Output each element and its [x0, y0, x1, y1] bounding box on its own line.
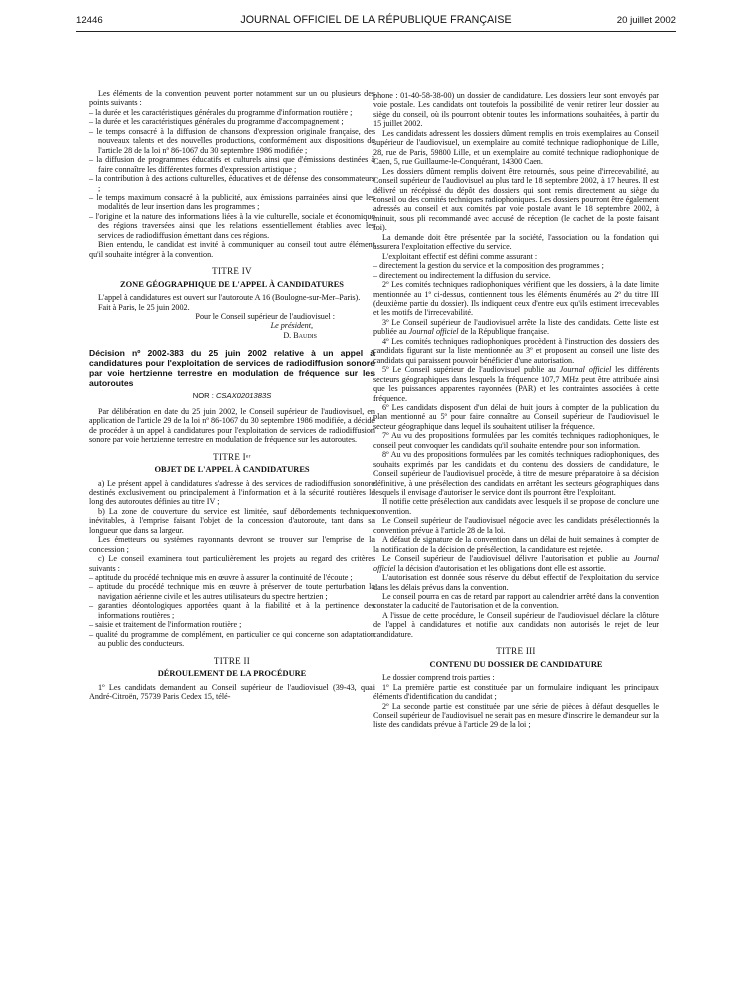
signature-role: Le président, — [270, 321, 313, 331]
journal-officiel-ref: Journal officiel — [559, 365, 612, 375]
nor-code: CSAX0201383S — [215, 391, 272, 401]
paragraph: 6º Les candidats disposent d'un délai de huit jours à compter de la publication du plan mentionné au 5º pour faire connaître au Conseil supérieur de l'audiovisuel le secteur géographique dans lequel ils souhaitent utiliser la fréquence. — [373, 402, 659, 431]
paragraph: Par délibération en date du 25 juin 2002, le Conseil supérieur de l'audiovisuel, en application de l'article 29 de la loi nº 86-1067 du 30 septembre 1986 modifiée, a décidé de procéder à un appel à candidatures pour l'exploitation de services de radiodiffusion sonore par voie hertzienne terrestre en modulation de fréquence sur les autoroutes. — [89, 406, 375, 445]
list-item: – directement la gestion du service et la composition des programmes ; — [373, 261, 659, 270]
text-run: de la République française. — [460, 327, 549, 337]
list-item: – le temps maximum consacré à la publicité, aux émissions parrainées ainsi que les modalités de leur insertion dans les programmes ; — [89, 193, 375, 212]
titre-2-subheading: DÉROULEMENT DE LA PROCÉDURE — [157, 669, 307, 679]
nor-reference — [89, 391, 375, 400]
list-item: – directement ou indirectement la diffusion du service. — [373, 271, 659, 280]
paragraph: L'exploitant effectif est défini comme assurant : — [382, 251, 538, 261]
journal-officiel-ref: Journal officiel — [408, 327, 459, 337]
header-rule — [76, 31, 676, 32]
paragraph: Bien entendu, le candidat est invité à communiquer au conseil tout autre élément qu'il souhaite intégrer à la convention. — [89, 240, 375, 259]
journal-officiel-ref: Journal officiel — [373, 554, 659, 573]
paragraph — [373, 318, 659, 337]
titre-1-subheading: OBJET DE L'APPEL À CANDIDATURES — [154, 465, 310, 475]
text-run: la décision d'autorisation et les obligations dont elle est assortie. — [397, 563, 606, 573]
text-run: les différents secteurs géographiques dans lesquels la fréquence 107,7 MHz peut être attribuée ainsi que les puissances apparentes rayonnées (PAR) et les contraintes associées à cette fréquence. — [373, 365, 659, 403]
criteria-list — [89, 573, 375, 649]
titre-4-heading: TITRE IV — [212, 266, 252, 277]
titre-3-subheading: CONTENU DU DOSSIER DE CANDIDATURE — [429, 659, 603, 669]
paragraph: A défaut de signature de la convention dans un délai de huit semaines à compter de la notification de la décision de présélection, la candidature est rejetée. — [373, 535, 659, 554]
paragraph: 1º Les candidats demandent au Conseil supérieur de l'audiovisuel (39-43, quai André-Citroën, 75739 Paris Cedex 15, télé- — [89, 682, 375, 702]
paragraph: Le dossier comprend trois parties : — [382, 673, 495, 683]
paragraph: 7º Au vu des propositions formulées par les comités techniques radiophoniques, le conseil peut convoquer les candidats qu'il souhaite entendre pour son information. — [373, 431, 659, 450]
signature-name: D. Baudis — [283, 330, 317, 340]
paragraph: 4º Les comités techniques radiophoniques procèdent à l'instruction des dossiers des candidats figurant sur la liste mentionnée au 3º et proposent au conseil une liste des candidats qui paraissent pouvoir bénéficier d'une autorisation. — [373, 336, 659, 365]
text-run: 3º Le Conseil supérieur de l'audiovisuel arrête la liste des candidats. Cette liste est publiée au — [373, 317, 659, 337]
list-item: – le temps consacré à la diffusion de chansons d'expression originale française, des nouveaux talents et des nouvelles productions, conformément aux dispositions de l'article 28 de la loi nº 86-1067 du 30 septembre 1986 modifiée ; — [89, 127, 375, 155]
journal-title: JOURNAL OFFICIEL DE LA RÉPUBLIQUE FRANÇAISE — [240, 14, 512, 26]
decision-title: Décision nº 2002-383 du 25 juin 2002 relative à un appel à candidatures pour l'exploitation de services de radiodiffusion sonore par voie hertzienne terrestre en modulation de fréquence sur les autoroutes — [89, 348, 375, 389]
paragraph: Le Conseil supérieur de l'audiovisuel négocie avec les candidats présélectionnés la convention prévue à l'article 28 de la loi. — [373, 516, 659, 535]
signature-line: Pour le Conseil supérieur de l'audiovisuel : — [195, 311, 335, 321]
titre-2-heading: TITRE II — [213, 655, 251, 666]
page-number: 12446 — [76, 15, 103, 26]
left-column — [89, 89, 375, 701]
paragraph: b) La zone de couverture du service est limitée, sauf débordements techniques inévitables, à l'emprise faisant l'objet de la concession d'autoroute, tant dans sa longueur que dans sa largeur. — [89, 506, 375, 535]
paragraph: 8º Au vu des propositions formulées par les comités techniques radiophoniques, des souhaits exprimés par les candidats et du contenu des dossiers de candidature, le Conseil supérieur de l'audiovisuel procède, à titre de mesure préparatoire à sa décision définitive, à une présélection des candidats en arrêtant les secteurs géographiques dans lesquels il envisage d'autoriser le service dont ils pourront être l'exploitant. — [373, 450, 659, 498]
fait-a-paris: Fait à Paris, le 25 juin 2002. — [98, 302, 190, 312]
convention-intro: Les éléments de la convention peuvent porter notamment sur un ou plusieurs des points suivants : — [89, 89, 375, 108]
publication-date: 20 juillet 2002 — [616, 15, 676, 26]
paragraph — [373, 365, 659, 403]
paragraph: L'autorisation est donnée sous réserve du début effectif de l'exploitation du service dans les délais prévus dans la convention. — [373, 573, 659, 592]
paragraph: a) Le présent appel à candidatures s'adresse à des services de radiodiffusion sonore destinés exclusivement ou principalement à l'information et à la sécurité routières le long des autoroutes définies au titre IV ; — [89, 478, 375, 507]
paragraph: L'appel à candidatures est ouvert sur l'autoroute A 16 (Boulogne-sur-Mer–Paris). — [98, 293, 361, 303]
paragraph: phone : 01-40-58-38-00) un dossier de candidature. Les dossiers leur sont envoyés par voie postale. Les candidats ont toutefois la possibilité de venir retirer leur dossier au siège du conseil, où ils pourront obtenir toutes les informations souhaitées, à partir du 15 juillet 2002. — [373, 91, 659, 129]
text-run: Le Conseil supérieur de l'audiovisuel délivre l'autorisation et publie au — [382, 554, 630, 564]
list-item: – garanties déontologiques apportées quant à la fiabilité et à la pertinence des informations routières ; — [89, 601, 375, 620]
paragraph: A l'issue de cette procédure, le Conseil supérieur de l'audiovisuel déclare la clôture de l'appel à candidatures et notifie aux candidats non autorisés le rejet de leur candidature. — [373, 610, 659, 639]
page-header — [76, 12, 676, 28]
list-item: – aptitude du procédé technique mis en œuvre à préserver de toute perturbation la navigation aérienne civile et les autres utilisateurs du spectre hertzien ; — [89, 582, 375, 601]
list-item: – la durée et les caractéristiques générales du programme d'information routière ; — [89, 108, 375, 117]
titre-1-heading: TITRE Iᵉʳ — [213, 451, 251, 462]
titre-4-subheading: ZONE GÉOGRAPHIQUE DE L'APPEL À CANDIDATURES — [120, 279, 344, 289]
list-item: – qualité du programme de complément, en particulier ce qui concerne son adaptation au public des conducteurs. — [89, 630, 375, 649]
paragraph: Le conseil pourra en cas de retard par rapport au calendrier arrêté dans la convention constater la caducité de l'autorisation et de la convention. — [373, 592, 659, 611]
paragraph — [373, 554, 659, 573]
titre-3-heading: TITRE III — [496, 646, 536, 657]
paragraph: Les dossiers dûment remplis doivent être retournés, sous peine d'irrecevabilité, au Conseil supérieur de l'audiovisuel au plus tard le 18 septembre 2002, à 17 heures. Il est délivré un récépissé du dépôt des dossiers qui sont remis directement au siège du conseil ou des comités techniques radiophoniques. Les dossiers pourront être également adressés au conseil et aux comités par voie postale avant le 18 septembre 2002, à minuit, sous pli recommandé avec accusé de réception (le cachet de la poste faisant foi). — [373, 166, 659, 233]
nor-label: NOR : — [192, 391, 214, 401]
paragraph: 2º Les comités techniques radiophoniques vérifient que les dossiers, à la date limite mentionnée au 1º ci-dessus, contiennent tous les éléments énumérés au 2º du titre III (deuxième partie du dossier). Ils indiquent ceux d'entre eux qu'ils estiment irrecevables et les motifs de l'irrecevabilité. — [373, 280, 659, 318]
paragraph: Les candidats adressent les dossiers dûment remplis en trois exemplaires au Conseil supérieur de l'audiovisuel, un exemplaire au comité technique radiophonique de Lille, 28, rue de Paris, 59800 Lille, et un exemplaire au comité technique radiophonique de Caen, 5, rue Guillaume-le-Conquérant, 14300 Caen. — [373, 128, 659, 167]
paragraph: 1º La première partie est constituée par un formulaire indiquant les principaux éléments d'identification du candidat ; — [373, 682, 659, 702]
paragraph: La demande doit être présentée par la société, l'association ou la fondation qui assurera l'exploitation effective du service. — [373, 232, 659, 252]
convention-items-list — [89, 108, 375, 240]
list-item: – l'origine et la nature des informations liées à la vie culturelle, sociale et économique des régions traversées ainsi que les relations essentiellement établies avec les services de radiodiffusion émettant dans ces régions. — [89, 212, 375, 240]
list-item: – saisie et traitement de l'information routière ; — [89, 620, 375, 629]
paragraph: c) Le conseil examinera tout particulièrement les projets au regard des critères suivants : — [89, 554, 375, 573]
list-item: – la diffusion de programmes éducatifs et culturels ainsi que d'émissions destinées à faire connaître les différentes formes d'expression artistique ; — [89, 155, 375, 174]
paragraph: Les émetteurs ou systèmes rayonnants devront se trouver sur l'emprise de la concession ; — [89, 535, 375, 554]
paragraph: Il notifie cette présélection aux candidats avec lesquels il se propose de conclure une convention. — [373, 497, 659, 516]
paragraph: 2º La seconde partie est constituée par une série de pièces à défaut desquelles le Conseil supérieur de l'audiovisuel ne serait pas en mesure d'inscrire le demandeur sur la liste des candidats prévue à l'article 29 de la loi ; — [373, 701, 659, 730]
text-run: 5º Le Conseil supérieur de l'audiovisuel publie au — [382, 365, 556, 375]
list-item: – la durée et les caractéristiques générales du programme d'accompagnement ; — [89, 117, 375, 126]
list-item: – la contribution à des actions culturelles, éducatives et de défense des consommateurs ; — [89, 174, 375, 193]
right-column — [373, 91, 659, 730]
list-item: – aptitude du procédé technique mis en œuvre à assurer la continuité de l'écoute ; — [89, 573, 375, 582]
